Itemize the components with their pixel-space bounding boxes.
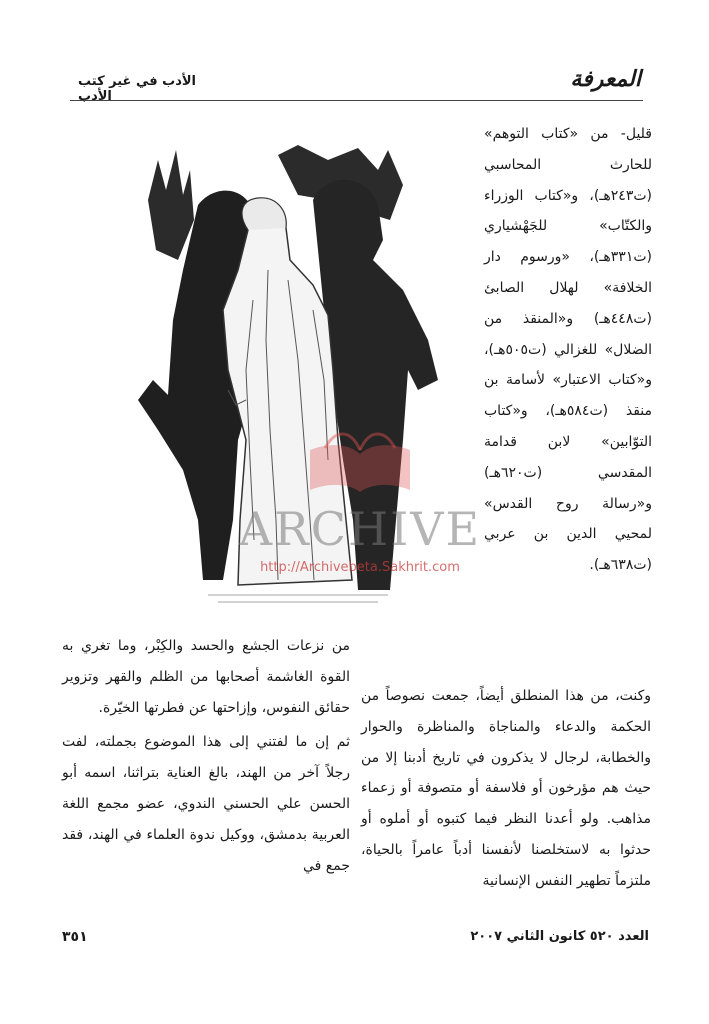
column-left-bottom [62, 631, 350, 881]
magazine-logo: المعرفة [570, 66, 641, 92]
issue-info: العدد ٥٢٠ كانون الثاني ٢٠٠٧ [470, 929, 649, 944]
illustration-figures-icon [128, 140, 458, 610]
column-right-bottom [361, 681, 651, 897]
paragraph: من نزعات الجشع والحسد والكِبْر، وما تغري به القوة الغاشمة أصحابها من الظلم والقهر وتزوير حقائق النفوس، وإزاحتها عن فطرتها الخيّرة. [62, 638, 350, 716]
section-title: الأدب في غير كتب الأدب [78, 74, 197, 104]
column-right-top [484, 119, 652, 581]
paragraph: قليل- من «كتاب التوهم» للحارث المحاسبي (ت٢٤٣هـ)، و«كتاب الوزراء والكتّاب» للجَهْشياري (ت٣٣١هـ)، «ورسوم دار الخلافة» لهلال الصابئ (ت٤٤٨هـ) و«المنقذ من الضلال» للغزالي (ت٥٠٥هـ)، و«كتاب الاعتبار» لأسامة بن منقذ (ت٥٨٤هـ)، و«كتاب التوّابين» لابن قدامة المقدسي (ت٦٢٠هـ) و«رسالة روح القدس» لمحيي الدين بن عربي (ت٦٣٨هـ). [484, 126, 653, 574]
page-number: ٣٥١ [62, 929, 88, 945]
watermark-url: http://Archivebeta.Sakhrit.com [260, 560, 460, 575]
paragraph: وكنت، من هذا المنطلق أيضاً، جمعت نصوصاً من الحكمة والدعاء والمناجاة والمناظرة والحوار والخطابة، لرجال لا يذكرون في تاريخ أدبنا إلا من حيث هم مؤرخون أو فلاسفة أو متصوفة أو زعماء مذاهب. ولو أعدنا النظر فيما كتبوه أو أملوه أو حدثوا به لاستخلصنا لأنفسنا أدباً عامراً بالحياة، ملتزماً تطهير النفس الإنسانية [361, 688, 651, 889]
header-divider [70, 100, 643, 101]
paragraph: ثم إن ما لفتني إلى هذا الموضوع بجملته، لفت رجلاً آخر من الهند، بالغ العناية بتراثنا، اسمه أبو الحسن علي الحسني الندوي، عضو مجمع اللغة العربية بدمشق، ووكيل ندوة العلماء في الهند، فقد جمع في [62, 734, 350, 874]
watermark-text: ARCHIVE [238, 502, 482, 556]
